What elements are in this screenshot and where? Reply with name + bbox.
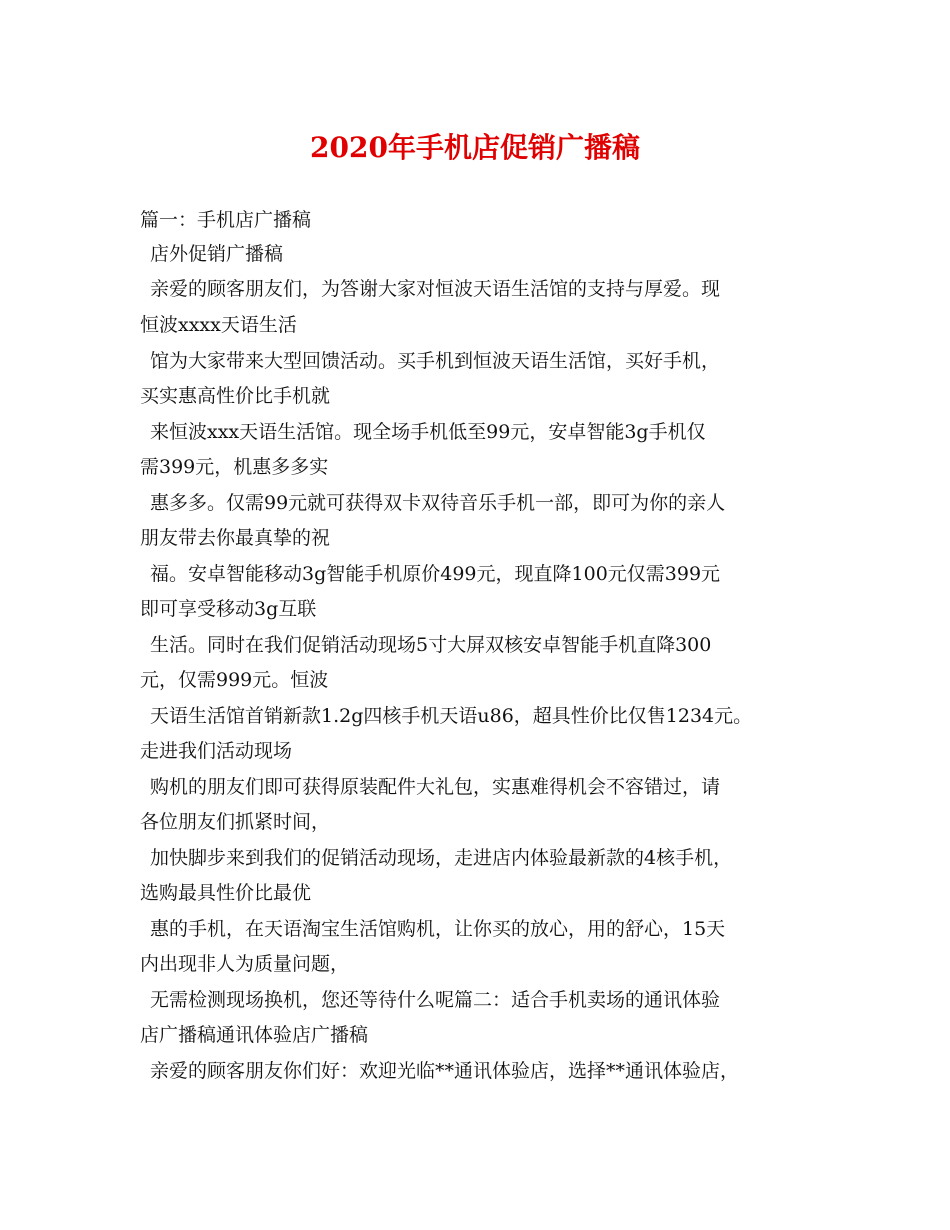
body-line-15: 天语生活馆首销新款1.2g四核手机天语u86，超具性价比仅售1234元。 xyxy=(150,705,753,727)
body-line-24: 店广播稿通讯体验店广播稿 xyxy=(140,1024,369,1046)
body-line-10: 朋友带去你最真挚的祝 xyxy=(140,527,331,549)
body-line-8: 需399元，机惠多多实 xyxy=(140,456,329,478)
body-line-4: 恒波xxxx天语生活 xyxy=(140,314,297,336)
body-line-22: 内出现非人为质量问题， xyxy=(140,953,350,975)
body-line-17: 购机的朋友们即可获得原装配件大礼包，实惠难得机会不容错过，请 xyxy=(150,776,721,798)
document-title: 2020年手机店促销广播稿 xyxy=(310,131,640,164)
body-line-3: 亲爱的顾客朋友们，为答谢大家对恒波天语生活馆的支持与厚爱。现 xyxy=(150,278,721,300)
body-line-7: 来恒波xxx天语生活馆。现全场手机低至99元，安卓智能3g手机仅 xyxy=(150,421,706,443)
body-line-13: 生活。同时在我们促销活动现场5寸大屏双核安卓智能手机直降300 xyxy=(150,634,712,656)
body-line-5: 馆为大家带来大型回馈活动。买手机到恒波天语生活馆，买好手机， xyxy=(150,350,721,372)
body-line-2: 店外促销广播稿 xyxy=(150,243,284,265)
body-line-11: 福。安卓智能移动3g智能手机原价499元，现直降100元仅需399元 xyxy=(150,563,721,585)
body-line-25: 亲爱的顾客朋友你们好：欢迎光临**通讯体验店，选择**通讯体验店， xyxy=(150,1060,740,1082)
body-line-21: 惠的手机，在天语淘宝生活馆购机，让你买的放心，用的舒心，15天 xyxy=(150,918,726,940)
body-line-18: 各位朋友们抓紧时间， xyxy=(140,811,331,833)
body-line-14: 元，仅需999元。恒波 xyxy=(140,669,329,691)
body-line-23: 无需检测现场换机，您还等待什么呢篇二：适合手机卖场的通讯体验 xyxy=(150,989,721,1011)
body-line-6: 买实惠高性价比手机就 xyxy=(140,385,331,407)
body-line-16: 走进我们活动现场 xyxy=(140,740,293,762)
body-line-1: 篇一：手机店广播稿 xyxy=(140,209,312,231)
body-line-20: 选购最具性价比最优 xyxy=(140,882,312,904)
body-line-19: 加快脚步来到我们的促销活动现场，走进店内体验最新款的4核手机， xyxy=(150,847,733,869)
body-line-12: 即可享受移动3g互联 xyxy=(140,598,317,620)
body-line-9: 惠多多。仅需99元就可获得双卡双待音乐手机一部，即可为你的亲人 xyxy=(150,492,726,514)
